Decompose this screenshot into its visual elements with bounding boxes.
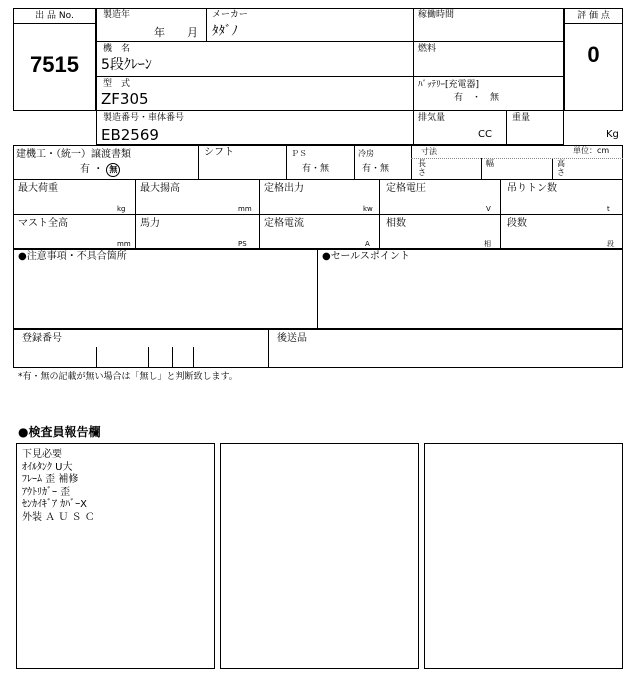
model-name-label: 機 名 [103, 44, 131, 54]
horsepower-label: 馬力 [140, 218, 160, 229]
max-load-unit: kg [117, 205, 126, 213]
docs-options [80, 163, 120, 177]
hoist-ton-unit: t [607, 205, 610, 213]
mast-height-label: マスト全高 [18, 218, 68, 229]
ps-label: ＰＳ [291, 149, 307, 158]
max-lift-label: 最大揚高 [140, 183, 180, 194]
spec-table [13, 145, 623, 249]
displacement-unit: CC [478, 129, 492, 140]
rated-voltage-label: 定格電圧 [386, 183, 426, 194]
weight-label: 重量 [512, 113, 531, 123]
horsepower-unit: PS [238, 240, 247, 248]
cooler-options: 有・無 [362, 164, 390, 174]
phases-label: 相数 [386, 218, 406, 229]
inspector-title: ●検査員報告欄 [18, 425, 101, 439]
inspector-report-text: 下見必要 ｵｲﾙﾀﾝｸ U大 ﾌﾚｰﾑ 歪 補修 ｱｳﾄﾘｶﾞｰ 歪 ｾﾝｶｲｷﾞｱ ｶﾊﾞｰX 外装 Ａ Ｕ Ｓ Ｃ [22, 449, 95, 523]
phases-unit: 相 [484, 240, 491, 248]
registration-label: 登録番号 [22, 333, 62, 344]
rated-output-unit: kw [363, 205, 373, 213]
maker-label: メーカー [212, 10, 248, 20]
ps-options: 有・無 [302, 164, 330, 174]
hours-label: 稼働時間 [418, 10, 455, 20]
docs-yes: 有 [80, 164, 90, 175]
registration-frame [13, 329, 623, 368]
year-label: 製造年 [103, 10, 131, 20]
accessory-label: 後送品 [277, 333, 307, 344]
serial-label: 製造番号・車体番号 [103, 113, 185, 123]
length-label: 長 さ [418, 159, 426, 177]
max-load-label: 最大荷重 [18, 183, 58, 194]
cooler-label: 冷房 [358, 149, 374, 158]
rated-output-label: 定格出力 [264, 183, 304, 194]
report-panel-3 [424, 443, 623, 669]
displacement-label: 排気量 [418, 113, 446, 123]
stages-label: 段数 [507, 218, 527, 229]
rated-voltage-unit: V [486, 205, 491, 213]
lot-number-value: 7515 [30, 52, 79, 77]
battery-options: 有 ・ 無 [454, 93, 500, 103]
rated-current-unit: A [365, 240, 370, 248]
fuel-label: 燃料 [418, 44, 437, 54]
maker-value: ﾀﾀﾞﾉ [212, 24, 238, 39]
weight-unit: Kg [606, 129, 619, 140]
mast-height-unit: mm [117, 240, 131, 248]
rating-value: 0 [587, 42, 600, 67]
year-value: 年 月 [154, 26, 198, 39]
stages-unit: 段 [607, 240, 614, 248]
height-label: 高 さ [557, 159, 565, 177]
docs-label: 建機工・（統一）譲渡書類 [16, 149, 131, 160]
dims-unit: 単位：cm [573, 146, 610, 155]
docs-dot: ・ [93, 164, 104, 175]
report-panel-2 [220, 443, 419, 669]
battery-label: ﾊﾞｯﾃﾘｰ[充電器] [418, 80, 480, 90]
width-label: 幅 [486, 159, 494, 168]
serial-value: EB2569 [101, 126, 159, 144]
caution-label: ●注意事項・不具合箇所 [18, 251, 127, 262]
model-name-value: 5段ｸﾚｰﾝ [101, 57, 152, 73]
lot-number-label: 出 品 No. [35, 11, 74, 21]
type-value: ZF305 [101, 90, 149, 108]
footnote: *有・無の記載が無い場合は「無し」と判断致します。 [18, 372, 238, 382]
docs-no-circled: 無 [106, 163, 120, 177]
rating-label: 評 価 点 [577, 11, 610, 21]
rated-current-label: 定格電流 [264, 218, 304, 229]
shift-label: シフト [204, 147, 234, 158]
hoist-ton-label: 吊りトン数 [507, 183, 557, 194]
sales-point-label: ●セールスポイント [322, 251, 410, 262]
type-label: 型 式 [103, 79, 131, 89]
dims-label: 寸法 [421, 147, 437, 156]
max-lift-unit: mm [238, 205, 252, 213]
